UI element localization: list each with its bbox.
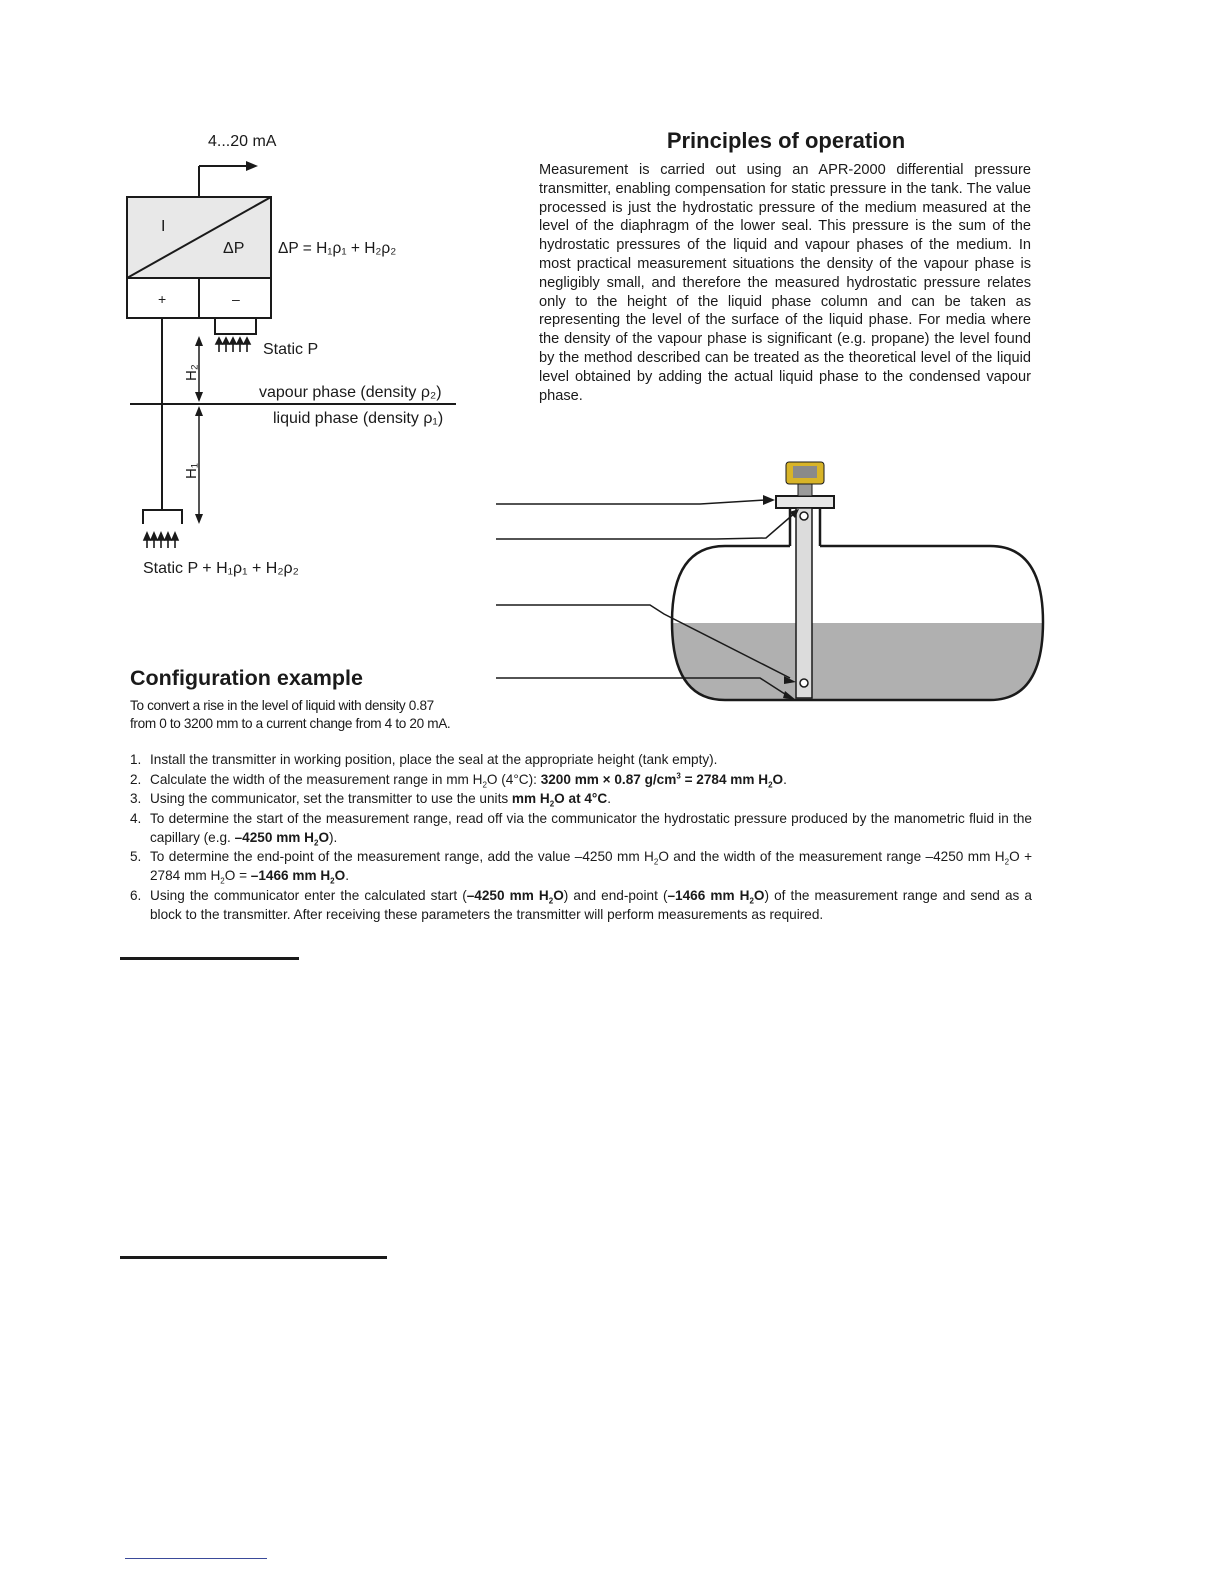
section-rule-1	[120, 957, 299, 960]
footer-rule	[125, 1558, 267, 1559]
principles-text: Measurement is carried out using an APR-2000 differential pressure transmitter, enabling compensation for static pressure in the tank. The value processed is just the hydrostatic pressure of the medium measured at the level of the diaphragm of the lower seal. This pressure is the sum of the hydrostatic pressures of the liquid and vapour phases of the medium. In most practical measurement situations the density of the vapour phase is negligibly small, and therefore the measured hydrostatic pressure relates only to the height of the liquid phase column and can be taken as representing the level of the surface of the liquid phase. For media where the density of the vapour phase is significant (e.g. propane) the level found by the method described can be treated as the theoretical level of the liquid level obtained by adding the actual liquid phase to the condensed vapour phase.	[539, 162, 1031, 404]
transmitter-display	[793, 466, 817, 478]
tank-diagram	[490, 450, 1055, 710]
equation-label: ΔP = H₁ρ₁ + H₂ρ₂	[278, 240, 397, 257]
transmitter-neck	[798, 484, 812, 496]
port-minus-label: –	[232, 291, 240, 307]
h2-down-arrow-icon	[195, 392, 203, 402]
list-item: 1. Install the transmitter in working position, place the seal at the appropriate height (tank empty).	[130, 752, 718, 767]
converter-i-label: I	[161, 218, 166, 235]
converter-dp-label: ΔP	[223, 240, 245, 257]
h2-label: H₂	[183, 364, 200, 381]
lower-seal	[143, 510, 182, 524]
lower-pressure-arrows-icon	[144, 533, 178, 548]
flange	[776, 496, 834, 508]
config-intro: To convert a rise in the level of liquid with density 0.87 from 0 to 3200 mm to a current change from 4 to 20 mA.	[130, 698, 451, 731]
config-steps-list	[130, 750, 1032, 924]
vapour-phase-label: vapour phase (density ρ₂)	[259, 384, 442, 401]
output-arrow-icon	[246, 161, 258, 171]
section-rule-2	[120, 1256, 387, 1259]
bottom-pressure-label: Static P + H₁ρ₁ + H₂ρ₂	[143, 560, 299, 577]
h1-label: H₁	[183, 463, 200, 479]
liquid-phase-label: liquid phase (density ρ₁)	[273, 410, 444, 427]
leader-arrow-flange-icon	[763, 495, 775, 505]
config-title: Configuration example	[130, 666, 363, 690]
current-label: 4...20 mA	[208, 133, 277, 150]
list-item: 6. Using the communicator enter the calculated start (–4250 mm $H_2O$) and end-point (–1466 mm $H_2O$) of the measurement range and send as a block to the transmitter. After receiving these parameters the transmitter will perform measurements as required.	[130, 887, 1032, 922]
static-pressure-arrows-icon	[216, 338, 250, 352]
list-item: 2. Calculate the width of the measurement range in mm $H_2O$ (4°C): 3200 mm × 0.87 $g/cm^3 = 2784$ mm $H_2O$.	[130, 770, 787, 790]
list-item: 5. To determine the end-point of the measurement range, add the value –4250 mm $H_2O$ and the width of the measurement range –4250 mm $H_2O + 2784$ mm $H_2O = -1466$ mm $H_2O$.	[130, 849, 1033, 886]
dp-schematic-diagram	[0, 0, 520, 620]
list-item: 3. Using the communicator, set the transmitter to use the units mm $H_2O$ at 4°C.	[130, 791, 611, 809]
static-p-label: Static P	[263, 341, 319, 358]
principles-title: Principles of operation	[666, 128, 906, 153]
h2-up-arrow-icon	[195, 336, 203, 346]
h1-up-arrow-icon	[195, 406, 203, 416]
probe-tube	[796, 508, 812, 698]
h1-down-arrow-icon	[195, 514, 203, 524]
upper-seal-icon	[800, 512, 808, 520]
port-plus-label: +	[158, 291, 167, 307]
static-port-seal	[215, 318, 256, 334]
tank-liquid	[670, 623, 1050, 703]
lower-seal-icon	[800, 679, 808, 687]
list-item: 4. To determine the start of the measurement range, read off via the communicator the hydrostatic pressure produced by the manometric fluid in the capillary (e.g. –4250 mm $H_2O$).	[130, 810, 1032, 848]
